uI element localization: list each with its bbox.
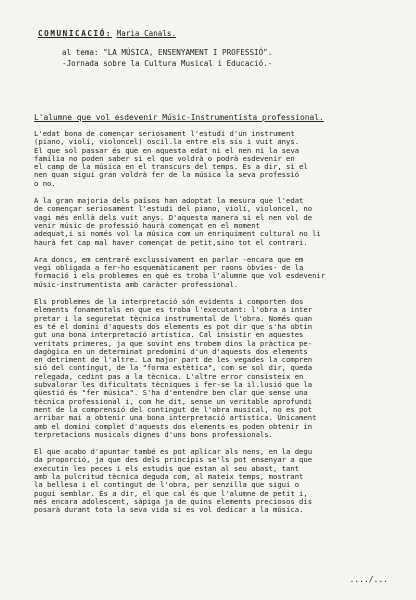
- text-line: subvalorar les dificultats tècniques i fer-se la il.lusió que la: [34, 380, 313, 390]
- text-line: venir músic de professió haurà començat en el moment: [34, 220, 260, 230]
- text-line: vagi més enllà dels vuit anys. D'aquesta manera si el nen vol de: [34, 212, 313, 222]
- communication-label: COMUNICACIÓ:: [38, 29, 113, 38]
- header-line: [38, 28, 398, 39]
- text-line: més encara adolescent, sàpiga ja de quins elements preciosos dis: [34, 496, 313, 506]
- paragraph: [34, 298, 396, 439]
- text-line: L'edat bona de començar seriosament l'estudi d'un instrument: [34, 129, 295, 138]
- text-line: tècnica professional i, com he dit, sense un veritable aprofundi: [34, 396, 313, 406]
- text-line: músic-instrumentista amb caràcter professional.: [34, 279, 239, 289]
- text-line: veritats primeres, ja que sovint ens trobem dins la pràctica pe-: [34, 338, 313, 348]
- section-title: L'alumne que vol esdevenir Músic-Instrumentista professional.: [34, 113, 324, 122]
- text-line: gut una bona interpretació artística. Cal insistir en aquestes: [34, 330, 304, 340]
- text-line: ment de la comprensió del contingut de l'obra musical, no es pot: [34, 404, 313, 414]
- text-line: haurà fet cap mal haver començat de petit,sino tot el contrari.: [34, 237, 308, 247]
- text-line: amb la pulcritud tècnica deguda com, al mateix temps, mostrant: [34, 471, 304, 481]
- text-line: amb el domini complet d'aquests dos elements es poden obtenir in: [34, 421, 313, 431]
- text-line: El que sol passar és que en aquesta edat ni el nen ni la seva: [34, 145, 300, 155]
- text-line: de començar seriosament l'estudi del piano, violí, violoncel, no: [34, 204, 313, 214]
- text-line: nen quan sigui gran voldrà fer de la música la seva professió: [34, 170, 300, 180]
- text-line: da proporció, ja que des dels principis se'ls pot ensenyar a que: [34, 455, 313, 465]
- paragraph: [34, 130, 396, 188]
- paragraph: [34, 256, 396, 289]
- text-line: el camp de la música en el transcurs del temps. És a dir, si el: [34, 162, 308, 172]
- text-line: posarà durant tota la seva vida si es vol dedicar a la música.: [34, 505, 304, 515]
- text-line: terpretacions musicals dignes d'uns bons professionals.: [34, 429, 273, 439]
- text-line: qüestió és "fer música". S'ha d'entendre ben clar que sense una: [34, 388, 308, 398]
- text-line: arribar mai a obtenir una bona interpretació artística. Únicament: [34, 413, 317, 423]
- continuation-mark: ..../...: [349, 575, 388, 584]
- text-line: Els problemes de la interpretació són evidents i comporten dos: [34, 297, 304, 307]
- text-line: vegi obligada a fer-ho esquemàticament per raons òbvies- de la: [34, 263, 304, 273]
- text-line: relegada, cedint pas a la tècnica. L'altre error consisteix en: [34, 371, 304, 381]
- text-line: família no poden saber si el que voldrà o podrà esdevenir en: [34, 153, 295, 163]
- header: [38, 28, 398, 69]
- text-line: dagògica en un determinat predomini d'un d'aquests dos elements: [34, 346, 308, 356]
- text-line: executin les peces i els estudis que estan al seu abast, tant: [34, 463, 300, 473]
- jornada-line: -Jornada sobre la Cultura Musical i Educació.-: [62, 59, 273, 68]
- theme-line: al tema: "LA MÚSICA, ENSENYAMENT I PROFESSIÓ".: [62, 48, 273, 57]
- text-line: en detriment de l'altre. La major part de les vegades la compren: [34, 355, 313, 365]
- text-line: (piano, violí, violoncel) oscil.la entre els sis i vuit anys.: [34, 137, 300, 147]
- paragraph: [34, 197, 396, 247]
- author-name: Maria Canals.: [116, 29, 177, 38]
- text-line: A la gran majoria dels països han adoptat la mesura que l'edat: [34, 196, 304, 206]
- text-line: adequat,i si només vol la música com un enriquiment cultural no li: [34, 229, 321, 239]
- text-line: pugui semblar. És a dir, el que cal és que l'alumne de petit i,: [34, 488, 308, 498]
- text-line: la bellesa i el contingut de l'obra, per senzilla que sigui o: [34, 480, 300, 490]
- paragraph: [34, 448, 396, 514]
- text-line: formació i els problemes en què es troba l'alumne que vol esdevenir: [34, 271, 326, 281]
- text-line: pretar i la seguretat tècnica instrumental de l'obra. Només quan: [34, 313, 313, 323]
- document-body: [34, 130, 396, 523]
- text-line: El que acabo d'apuntar també es pot aplicar als nens, en la degu: [34, 447, 313, 457]
- text-line: es té el domini d'aquests dos elements es pot dir que s'ha obtin: [34, 321, 313, 331]
- text-line: o no.: [34, 178, 56, 188]
- text-line: Ara doncs, em centraré exclussivament en parlar -encara que em: [34, 254, 304, 264]
- text-line: elements fonamentals en que es troba l'executant: l'obra a inter: [34, 305, 313, 315]
- text-line: sió del contingut, de la "forma estètica", com se sol dir, queda: [34, 363, 313, 373]
